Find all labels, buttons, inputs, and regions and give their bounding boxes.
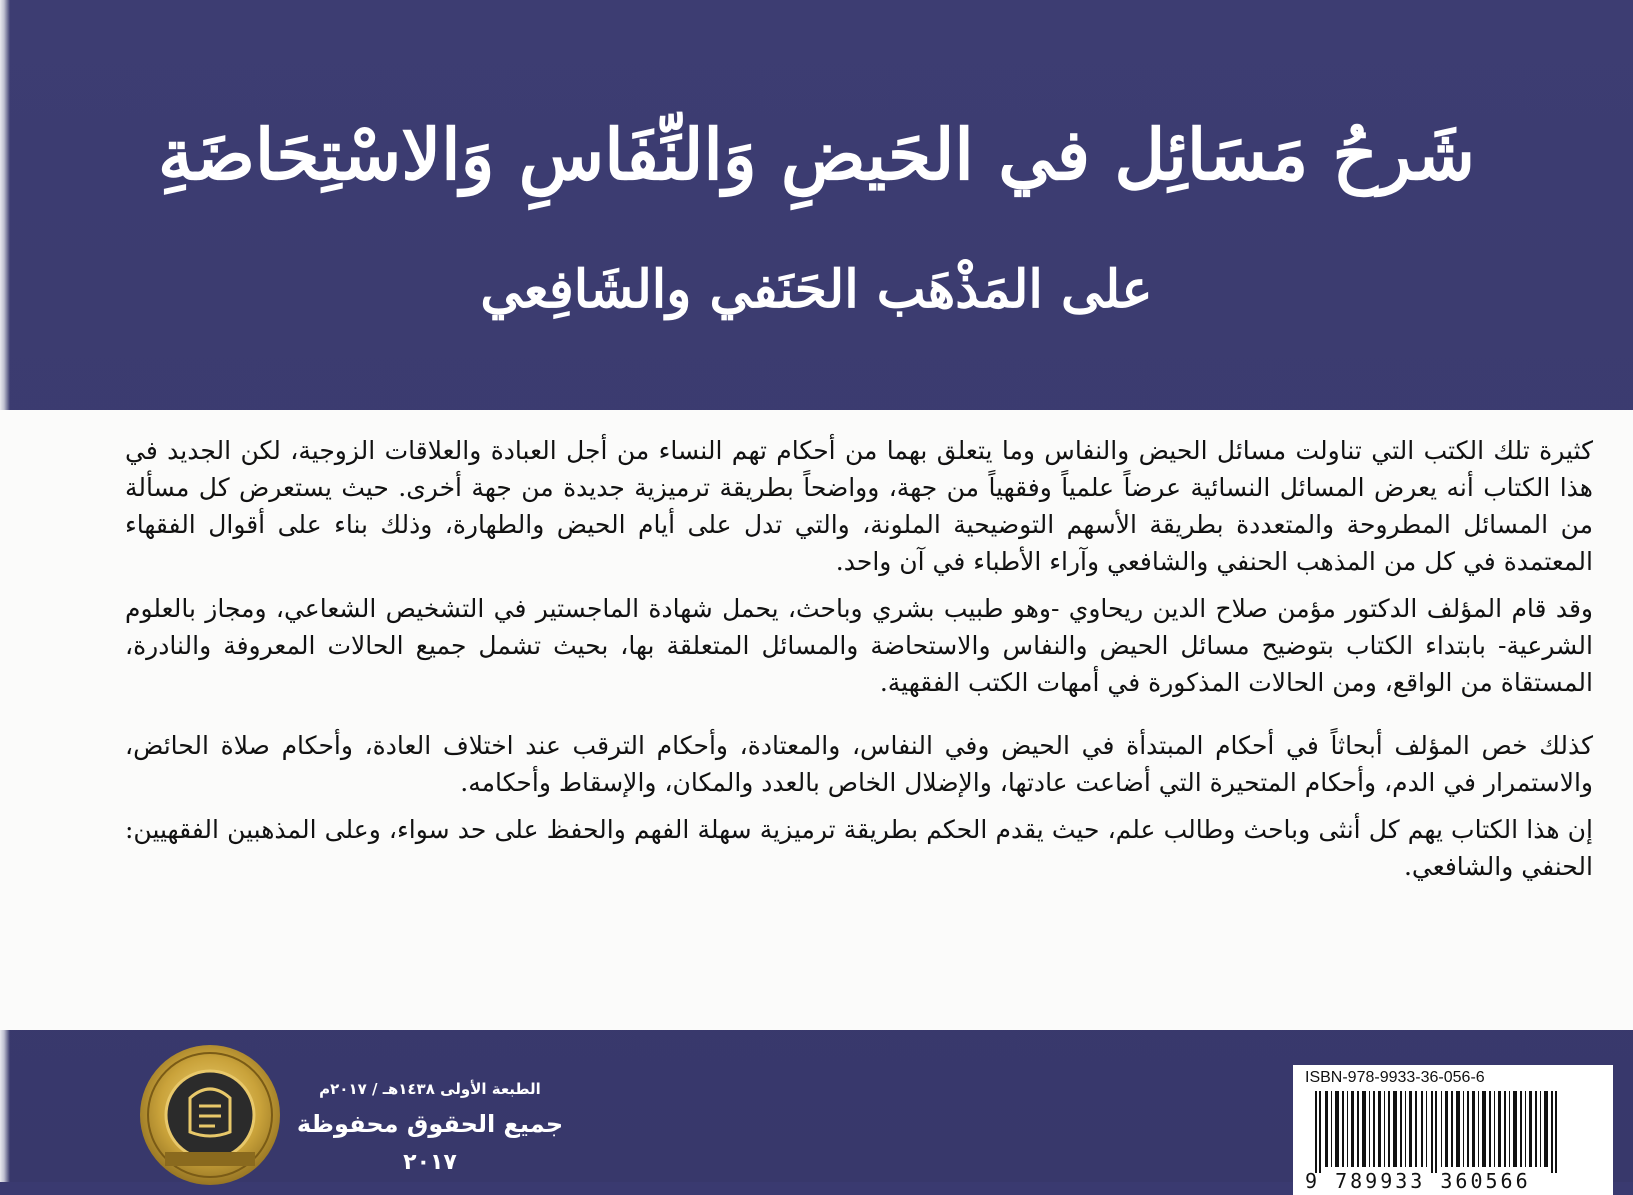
publisher-seal-icon	[135, 1040, 285, 1190]
book-title: شَرحُ مَسَائِل في الحَيضِ وَالنِّفَاسِ وَالاسْتِحَاضَةِ	[157, 113, 1476, 196]
edition-info: الطبعة الأولى ١٤٣٨هـ / ٢٠١٧م	[319, 1080, 541, 1098]
description-text	[125, 432, 1593, 895]
barcode-icon	[1305, 1091, 1601, 1173]
publication-year: ٢٠١٧	[403, 1150, 457, 1175]
description-panel	[0, 410, 1633, 1030]
rights-reserved: جميع الحقوق محفوظة	[296, 1110, 564, 1138]
book-subtitle: على المَذْهَب الحَنَفي والشَافِعي	[480, 259, 1153, 320]
description-paragraph: كذلك خص المؤلف أبحاثاً في أحكام المبتدأة في الحيض وفي النفاس، والمعتادة، وأحكام الترقب عند اختلاف العادة، وأحكام صلاة الحائض، والاستمرار في الدم، وأحكام المتحيرة التي أضاعت عادتها، والإضلال الخاص بالعدد والمكان، والإسقاط وأحكامه.	[125, 731, 1593, 797]
cover-header	[0, 0, 1633, 410]
description-paragraph: كثيرة تلك الكتب التي تناولت مسائل الحيض والنفاس وما يتعلق بهما من أحكام تهم النساء من أجل العبادة والعلاقات الزوجية، لكن الجديد في هذا الكتاب أنه يعرض المسائل النسائية عرضاً علمياً وفقهياً من جهة، وواضحاً بطريقة ترميزية جديدة من جهة أخرى. حيث يستعرض كل مسألة من المسائل المطروحة والمتعددة بطريقة الأسهم التوضيحية الملونة، والتي تدل على أيام الحيض والطهارة، وذلك بناء على أقوال الفقهاء المعتمدة في كل من المذهب الحنفي والشافعي وآراء الأطباء في آن واحد.	[125, 436, 1593, 576]
barcode-sticker	[1293, 1065, 1613, 1195]
isbn-label: ISBN-978-9933-36-056-6	[1305, 1069, 1485, 1086]
description-paragraph: وقد قام المؤلف الدكتور مؤمن صلاح الدين ريحاوي -وهو طبيب بشري وباحث، يحمل شهادة الماجستير في التشخيص الشعاعي، ومجاز بالعلوم الشرعية- بابتداء الكتاب بتوضيح مسائل الحيض والنفاس والاستحاضة والمسائل المتعلقة بها، بحيث تشمل جميع الحالات المعروفة والنادرة، المستقاة من الواقع، ومن الحالات المذكورة في أمهات الكتب الفقهية.	[125, 594, 1593, 697]
cover-footer	[0, 1030, 1633, 1193]
barcode-digits: 9 789933 360566	[1305, 1169, 1531, 1193]
description-paragraph: إن هذا الكتاب يهم كل أنثى وباحث وطالب علم، حيث يقدم الحكم بطريقة ترميزية سهلة الفهم والحفظ على حد سواء، وعلى المذهبين الفقهيين: الحنفي والشافعي.	[125, 815, 1593, 881]
